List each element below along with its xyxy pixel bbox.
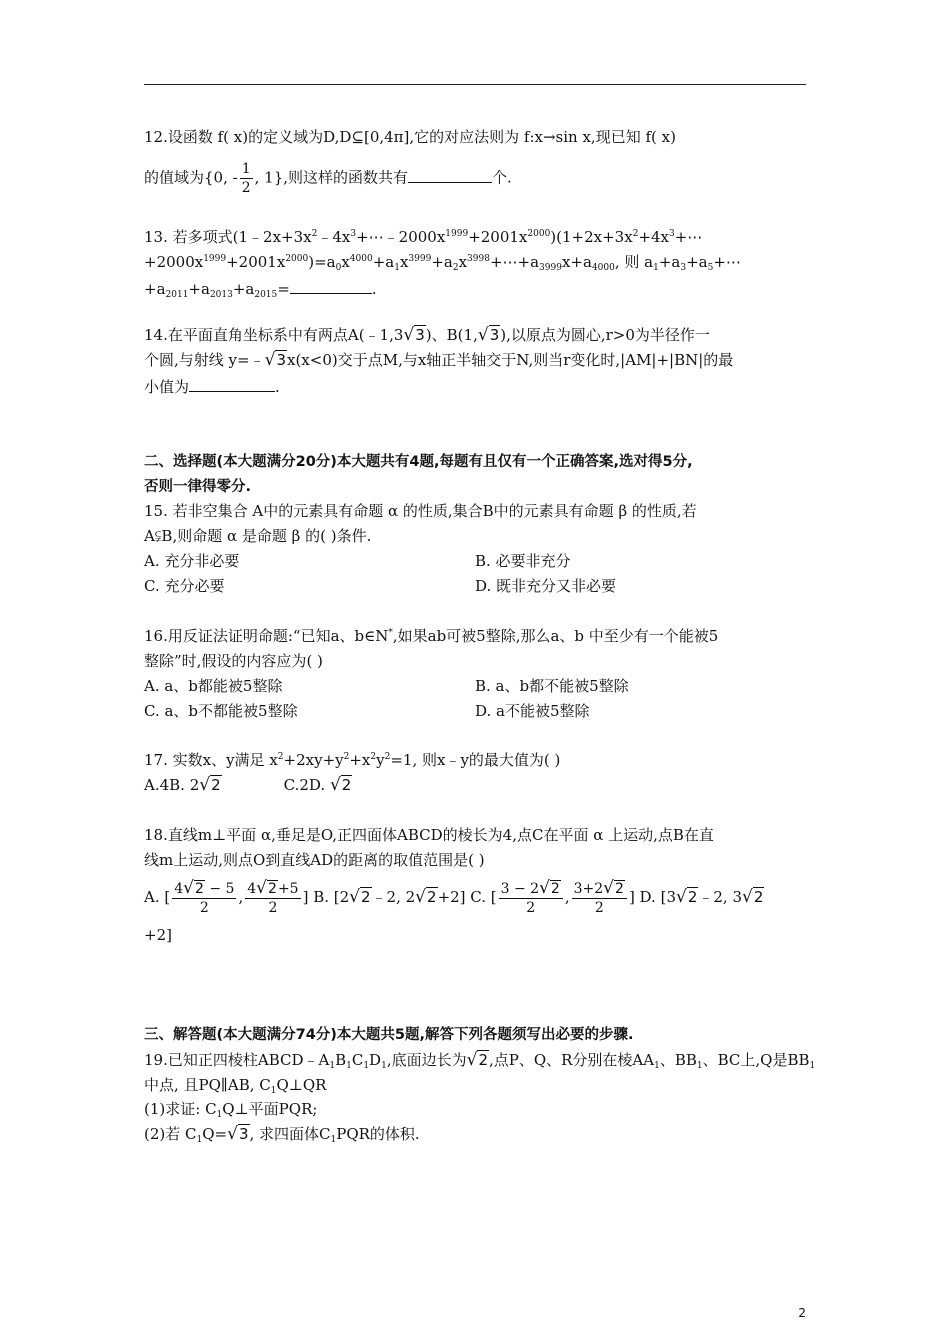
- q13-line2: $+2000x^{1999}+2001x^{2000})=a_0x^{4000}+a_1x^{3999}+a_2x^{3998}+\cdots+a_{3999}x+a_{4000}$, 则 $a_1+a_3+a_5+\cdots$: [144, 253, 741, 273]
- q14-line3: 小值为 .: [144, 378, 280, 396]
- q15-line2: A⫋B,则命题 α 是命题 β 的( )条件.: [144, 527, 372, 545]
- sqrt-3: √3: [264, 350, 286, 370]
- sqrt-2: √2: [329, 775, 352, 795]
- q19-part2: (2)若 $C_1Q=√3$, 求四面体$C_1PQR$的体积.: [144, 1124, 420, 1145]
- q14-line2: 个圆,与射线 y=﹣√3x(x<0)交于点M,与x轴正半轴交于N,则当r变化时,|AM|+|BN|的最: [144, 350, 734, 370]
- section2-heading-cont: 否则一律得零分.: [144, 479, 252, 495]
- sqrt-3: √3: [403, 325, 425, 345]
- q16-option-a[interactable]: A. a、b都能被5整除: [144, 677, 283, 695]
- q18-line2: 线m上运动,则点O到直线AD的距离的取值范围是( ): [144, 851, 485, 869]
- q13-line3: $+a_{2011}+a_{2013}+a_{2015}=$ .: [144, 280, 377, 300]
- q12-frac-den: 2: [241, 180, 251, 196]
- page-number: 2: [798, 1306, 806, 1320]
- q13-line1: 13. 若多项式$(1﹣2x+3x^2﹣4x^3+\cdots﹣2000x^{1999}+2001x^{2000})(1+2x+3x^2+4x^3+\cdots$: [144, 228, 703, 246]
- q18-options[interactable]: A. [ $\frac{4√2 - 5}{2}$ , $\frac{4√2+5}{2}$ ] B. [2√2﹣2, 2√2+2] C. [ $\frac{3 - 2√2}{2}$ , $\frac{3+2√2}{2}$ ] D. [3√2﹣2, 3√2: [144, 878, 764, 916]
- q15-line1: 15. 若非空集合 A中的元素具有命题 α 的性质,集合B中的元素具有命题 β 的性质,若: [144, 502, 697, 520]
- section3-heading: 三、解答题(本大题满分74分)本大题共5题,解答下列各题须写出必要的步骤.: [144, 1027, 634, 1043]
- q12-text-b: , 1},则这样的函数共有: [254, 168, 409, 187]
- q15-option-d[interactable]: D. 既非充分又非必要: [475, 577, 617, 595]
- q12-text-a: 的值域为{0, -: [144, 168, 238, 187]
- sqrt-2: √2: [466, 1050, 488, 1070]
- q12-line2: [144, 160, 512, 197]
- q16-line1: 16.用反证法证明命题:“已知a、b∈N*,如果ab可被5整除,那么a、b 中至少有一个能被5: [144, 627, 719, 645]
- q12-answer-blank[interactable]: [408, 182, 492, 183]
- q16-option-b[interactable]: B. a、b都不能被5整除: [475, 677, 629, 695]
- q16-line2: 整除”时,假设的内容应为( ): [144, 652, 323, 670]
- sqrt-2: √2: [199, 775, 221, 795]
- q18-line1: 18.直线m⊥平面 α,垂足是O,正四面体ABCD的棱长为4,点C在平面 α 上运动,点B在直: [144, 826, 714, 844]
- q12-fraction: [240, 160, 253, 197]
- section2-heading: 二、选择题(本大题满分20分)本大题共有4题,每题有且仅有一个正确答案,选对得5分,: [144, 454, 693, 470]
- q14-line1: 14.在平面直角坐标系中有两点A(﹣1,3√3)、B(1,√3),以原点为圆心,r>0为半径作一: [144, 325, 710, 345]
- q12-line1: 12.设函数 f( x)的定义域为D,D⊆[0,4π],它的对应法则为 f:x→sin x,现已知 f( x): [144, 128, 676, 146]
- q19-line1: 19.已知正四棱柱$ABCD﹣A_1B_1C_1D_1$,底面边长为√2,点P、Q、R分别在棱$AA_1$、$BB_1$、BC上,Q是$BB_1$: [144, 1050, 816, 1071]
- q17-line1: 17. 实数x、y满足 $x^2+2xy+y^2+x^2y^2=1$, 则x﹣y的最大值为( ): [144, 751, 561, 769]
- q17-options[interactable]: A.4B. 2√2 C.2D. √2: [144, 775, 352, 795]
- q14-answer-blank[interactable]: [189, 391, 275, 392]
- q13-answer-blank[interactable]: [290, 293, 372, 294]
- header-rule: [144, 84, 806, 85]
- q16-option-d[interactable]: D. a不能被5整除: [475, 702, 590, 720]
- q18-line4: +2]: [144, 926, 172, 944]
- q15-option-c[interactable]: C. 充分必要: [144, 577, 225, 595]
- q19-part1: (1)求证: $C_1Q\perp$平面PQR;: [144, 1100, 318, 1120]
- q15-option-a[interactable]: A. 充分非必要: [144, 552, 240, 570]
- q12-text-c: 个.: [492, 168, 512, 187]
- sqrt-3: √3: [477, 325, 500, 345]
- q16-option-c[interactable]: C. a、b不都能被5整除: [144, 702, 298, 720]
- q15-option-b[interactable]: B. 必要非充分: [475, 552, 571, 570]
- sqrt-3: √3: [227, 1124, 249, 1144]
- q19-line2: 中点, 且PQ∥AB, $C_1Q\perp QR$: [144, 1076, 327, 1096]
- q12-frac-num: 1: [241, 161, 251, 177]
